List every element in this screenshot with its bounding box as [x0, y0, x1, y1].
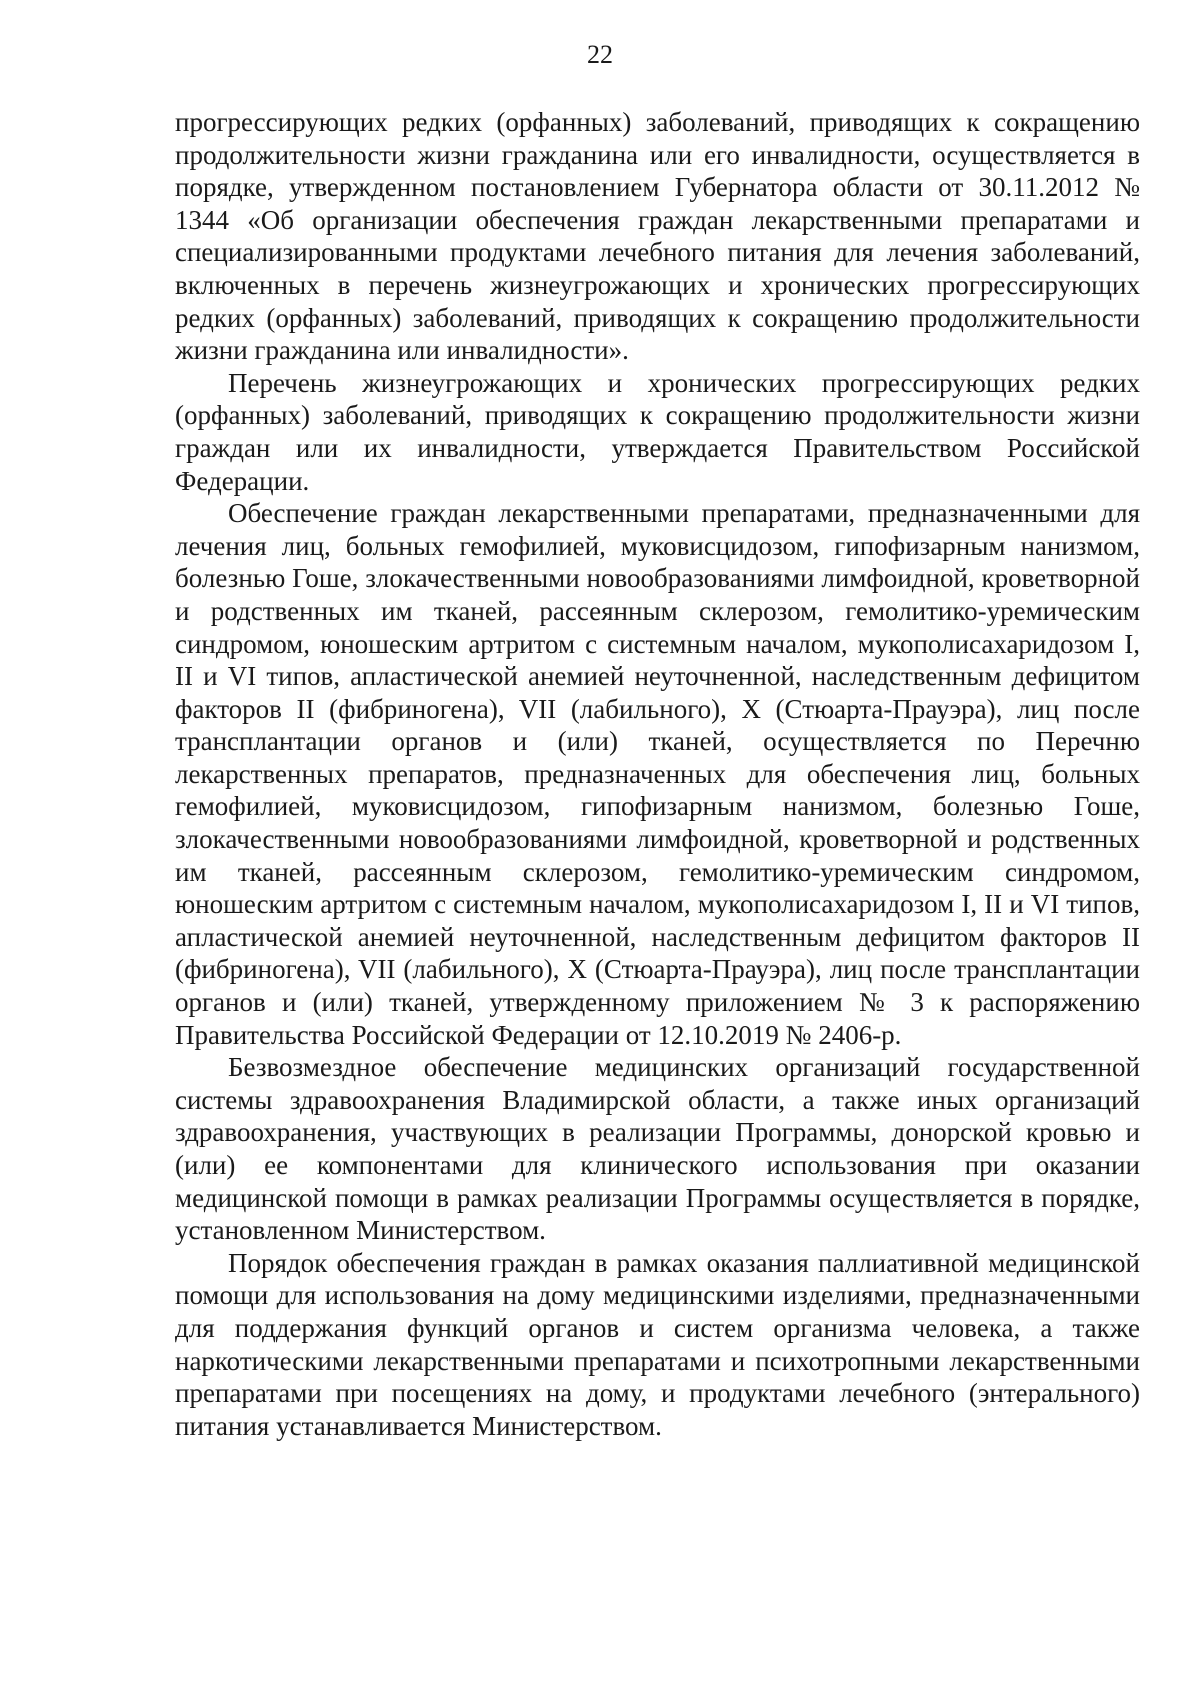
paragraph: Перечень жизнеугрожающих и хронических прогрессирующих редких (орфанных) заболеваний, приводящих к сокращению продолжительности жизни граждан или их инвалидности, утверждается Правительством Российской Федерации. [175, 367, 1140, 496]
page-number: 22 [587, 40, 613, 69]
paragraph: прогрессирующих редких (орфанных) заболеваний, приводящих к сокращению продолжительности жизни гражданина или его инвалидности, осуществляется в порядке, утвержденном постановлением Губернатора области от 30.11.2012 № 1344 «Об организации обеспечения граждан лекарственными препаратами и специализированными продуктами лечебного питания для лечения заболеваний, включенных в перечень жизнеугрожающих и хронических прогрессирующих редких (орфанных) заболеваний, приводящих к сокращению продолжительности жизни гражданина или инвалидности». [175, 107, 1140, 366]
paragraph: Обеспечение граждан лекарственными препаратами, предназначенными для лечения лиц, больных гемофилией, муковисцидозом, гипофизарным нанизмом, болезнью Гоше, злокачественными новообразованиями лимфоидной, кроветворной и родственных им тканей, рассеянным склерозом, гемолитико-уремическим синдромом, юношеским артритом с системным началом, мукополисахаридозом I, II и VI типов, апластической анемией неуточненной, наследственным дефицитом факторов II (фибриногена), VII (лабильного), X (Стюарта-Прауэра), лиц после трансплантации органов и (или) тканей, осуществляется по Перечню лекарственных препаратов, предназначенных для обеспечения лиц, больных гемофилией, муковисцидозом, гипофизарным нанизмом, болезнью Гоше, злокачественными новообразованиями лимфоидной, кроветворной и родственных им тканей, рассеянным склерозом, гемолитико-уремическим синдромом, юношеским артритом с системным началом, мукополисахаридозом I, II и VI типов, апластической анемией неуточненной, наследственным дефицитом факторов II (фибриногена), VII (лабильного), X (Стюарта-Прауэра), лиц после трансплантации органов и (или) тканей, утвержденному приложением № 3 к распоряжению Правительства Российской Федерации от 12.10.2019 № 2406-р. [175, 498, 1140, 1050]
paragraph: Порядок обеспечения граждан в рамках оказания паллиативной медицинской помощи для использования на дому медицинскими изделиями, предназначенными для поддержания функций органов и систем организма человека, а также наркотическими лекарственными препаратами и психотропными лекарственными препаратами при посещениях на дому, и продуктами лечебного (энтерального) питания устанавливается Министерством. [175, 1247, 1140, 1441]
paragraph: Безвозмездное обеспечение медицинских организаций государственной системы здравоохранения Владимирской области, а также иных организаций здравоохранения, участвующих в реализации Программы, донорской кровью и (или) ее компонентами для клинического использования при оказании медицинской помощи в рамках реализации Программы осуществляется в порядке, установленном Министерством. [175, 1052, 1140, 1246]
document-body [175, 106, 1140, 1442]
